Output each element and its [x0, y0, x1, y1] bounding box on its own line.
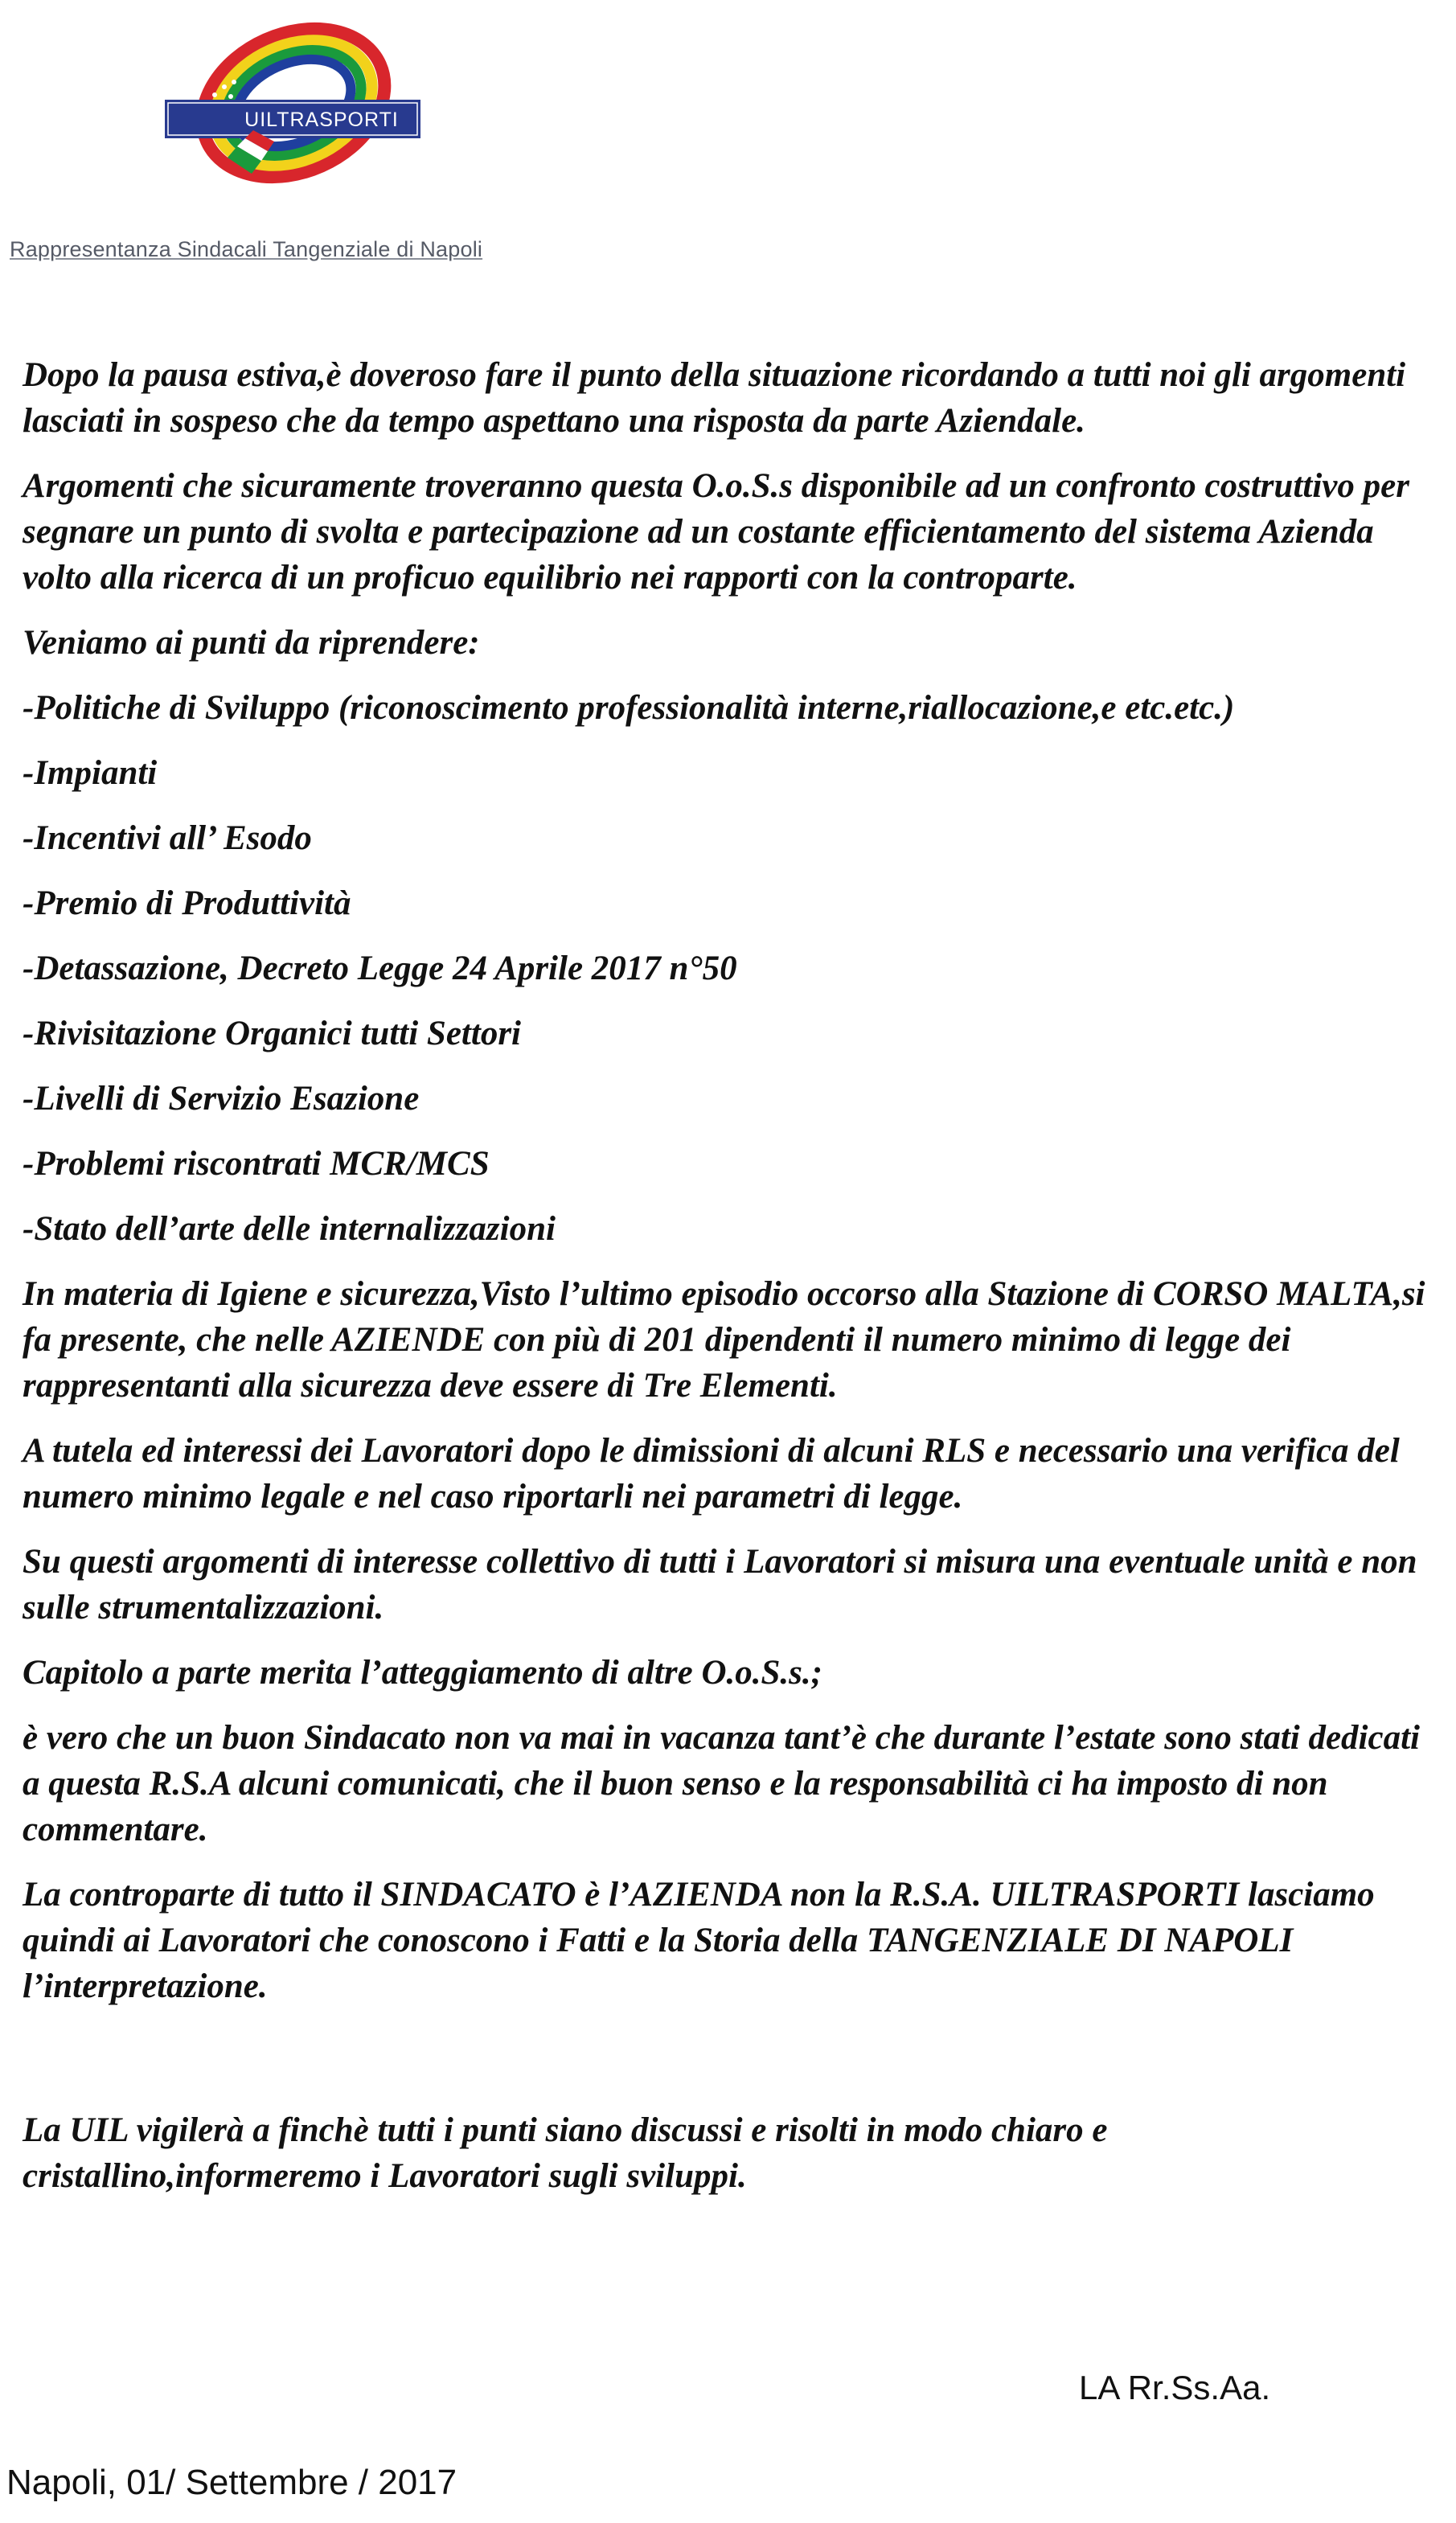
paragraph-intro: Dopo la pausa estiva,è doveroso fare il punto della situazione ricordando a tutti noi gli argomenti lasciati in sospeso che da tempo aspettano una risposta da parte Aziendale.: [23, 356, 1406, 440]
list-item: -Livelli di Servizio Esazione: [23, 1080, 420, 1118]
list-item: -Incentivi all’ Esodo: [23, 819, 312, 857]
date-line: Napoli, 01/ Settembre / 2017: [6, 2463, 457, 2502]
letter-body: [23, 352, 1446, 2218]
list-item: -Rivisitazione Organici tutti Settori: [23, 1015, 521, 1052]
signature: LA Rr.Ss.Aa.: [1079, 2369, 1271, 2406]
paragraph-rls: A tutela ed interessi dei Lavoratori dopo le dimissioni di alcuni RLS e necessario una verifica del numero minimo legale e nel caso riportarli nei parametri di legge.: [23, 1432, 1400, 1516]
list-item: -Stato dell’arte delle internalizzazioni: [23, 1210, 556, 1248]
paragraph-vacation: è vero che un buon Sindacato non va mai in vacanza tant’è che durante l’estate sono stati dedicati a questa R.S.A alcuni comunicati, che il buon senso e la responsabilità ci ha imposto di non commentare.: [23, 1719, 1420, 1848]
paragraph-closing: La UIL vigilerà a finchè tutti i punti siano discussi e risolti in modo chiaro e cristallino,informeremo i Lavoratori sugli sviluppi.: [23, 2111, 1108, 2195]
paragraph-safety: In materia di Igiene e sicurezza,Visto l’ultimo episodio occorso alla Stazione di CORSO MALTA,si fa presente, che nelle AZIENDE con più di 201 dipendenti il numero minimo di legge dei rappresentanti alla sicurezza deve essere di Tre Elementi.: [23, 1275, 1425, 1405]
paragraph-chapter: Capitolo a parte merita l’atteggiamento di altre O.o.S.s.;: [23, 1654, 822, 1692]
list-item: -Premio di Produttività: [23, 884, 351, 922]
paragraph-arguments: Argomenti che sicuramente troveranno questa O.o.S.s disponibile ad un confronto costruttivo per segnare un punto di svolta e partecipazione ad un costante efficientamento del sistema Azienda volto alla ricerca di un proficuo equilibrio nei rapporti con la controparte.: [23, 467, 1409, 597]
list-item: -Problemi riscontrati MCR/MCS: [23, 1145, 490, 1183]
logo-text: UILTRASPORTI: [244, 109, 399, 131]
paragraph-counterpart: La controparte di tutto il SINDACATO è l’AZIENDA non la R.S.A. UILTRASPORTI lasciamo quindi ai Lavoratori che conoscono i Fatti e la Storia della TANGENZIALE DI NAPOLI l’interpretazione.: [23, 1876, 1375, 2005]
list-item: -Detassazione, Decreto Legge 24 Aprile 2017 n°50: [23, 950, 737, 987]
paragraph-collective: Su questi argomenti di interesse collettivo di tutti i Lavoratori si misura una eventuale unità e non sulle strumentalizzazioni.: [23, 1543, 1417, 1627]
organization-subtitle: Rappresentanza Sindacali Tangenziale di Napoli: [10, 237, 483, 261]
uiltrasporti-logo: [157, 16, 434, 189]
list-item: -Politiche di Sviluppo (riconoscimento professionalità interne,riallocazione,e etc.etc.): [23, 689, 1235, 727]
paragraph-points-header: Veniamo ai punti da riprendere:: [23, 624, 480, 662]
list-item: -Impianti: [23, 754, 158, 792]
